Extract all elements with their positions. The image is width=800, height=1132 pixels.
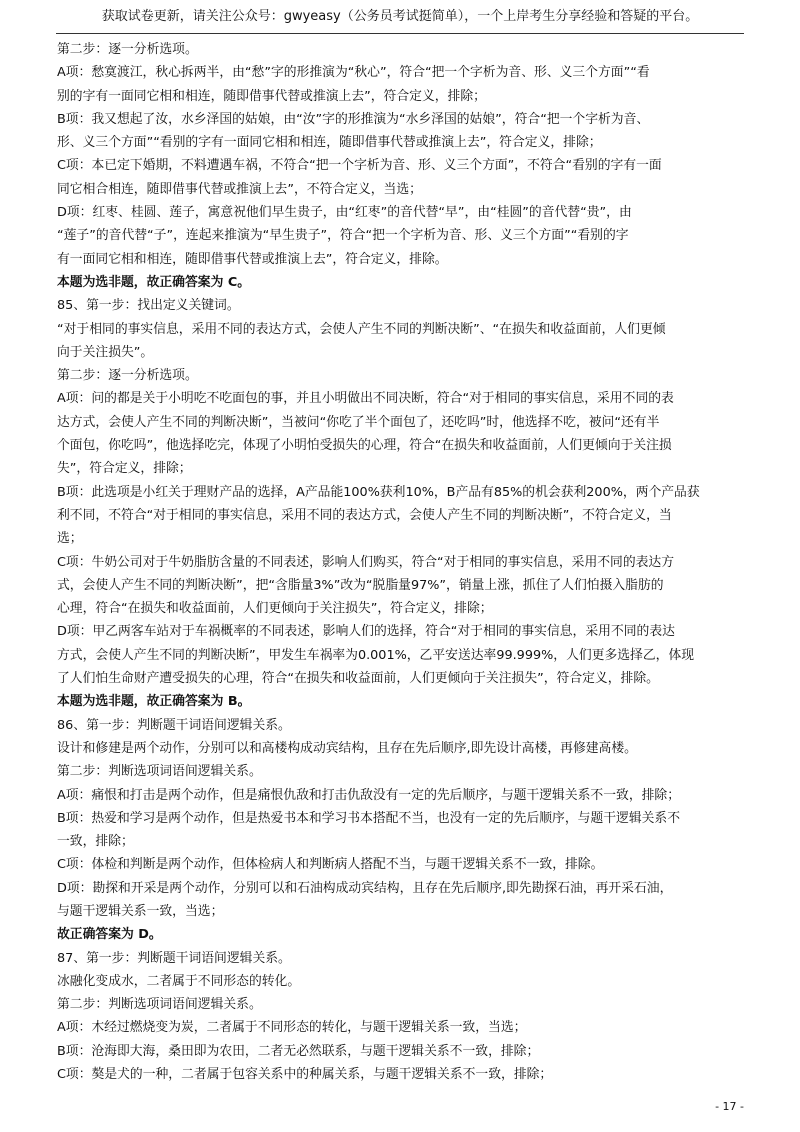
text-line: 心理，符合“在损失和收益面前，人们更倾向于关注损失”，符合定义，排除； xyxy=(57,601,493,617)
text-line: 一致，排除； xyxy=(57,834,134,850)
text-line: 有一面同它相和相连，随即借事代替或推演上去”，符合定义，排除。 xyxy=(57,251,448,267)
text-line: 失”，符合定义，排除； xyxy=(57,461,192,477)
page-number: - 17 - xyxy=(715,1100,744,1113)
page-header xyxy=(0,0,800,34)
text-line: A项：痛恨和打击是两个动作，但是痛恨仇敌和打击仇敌没有一定的先后顺序，与题干逻辑关系不一致，排除； xyxy=(57,787,681,803)
text-line: 选； xyxy=(57,531,83,547)
page-footer xyxy=(0,1100,744,1113)
text-line: 形、义三个方面”“看别的字有一面同它相和相连，随即借事代替或推演上去”，符合定义，排除； xyxy=(57,135,602,151)
text-line: 个面包，你吃吗”，他选择吃完，体现了小明怕受损失的心理，符合“在损失和收益面前，人们更倾向于关注损 xyxy=(57,438,672,454)
text-line: 86、第一步：判断题干词语间逻辑关系。 xyxy=(57,717,291,733)
text-line: 式，会使人产生不同的判断决断”，把“含脂量3%”改为“脱脂量97%”，销量上涨，抓住了人们怕摄入脂肪的 xyxy=(57,577,664,593)
text-line: 方式，会使人产生不同的判断决断”，甲发生车祸率为0.001%，乙平安送达率99.999%，人们更多选择乙，体现 xyxy=(57,647,695,663)
text-line: “莲子”的音代替“子”，连起来推演为“早生贵子”，符合“把一个字析为音、形、义三个方面”“看别的字 xyxy=(57,228,629,244)
text-line: C项：牛奶公司对于牛奶脂肪含量的不同表述，影响人们购买，符合“对于相同的事实信息，采用不同的表达方 xyxy=(57,554,675,570)
text-line: 了人们怕生命财产遭受损失的心理，符合“在损失和收益面前，人们更倾向于关注损失”，符合定义，排除。 xyxy=(57,671,659,687)
answer-line: 本题为选非题，故正确答案为 C。 xyxy=(57,274,251,290)
text-line: 第二步：判断选项词语间逻辑关系。 xyxy=(57,764,262,780)
text-line: A项：木经过燃烧变为炭，二者属于不同形态的转化，与题干逻辑关系一致，当选； xyxy=(57,1020,527,1036)
answer-line: 本题为选非题，故正确答案为 B。 xyxy=(57,694,251,710)
text-line: B项：沧海即大海，桑田即为农田，二者无必然联系，与题干逻辑关系不一致，排除； xyxy=(57,1043,540,1059)
text-line: C项：本已定下婚期，不料遭遇车祸，不符合“把一个字析为音、形、义三个方面”，不符合“看别的字有一面 xyxy=(57,158,662,174)
text-line: 第二步：判断选项词语间逻辑关系。 xyxy=(57,997,262,1013)
text-line: D项：勘探和开采是两个动作，分别可以和石油构成动宾结构，且存在先后顺序,即先勘探石油，再开采石油， xyxy=(57,880,673,896)
text-line: B项：热爱和学习是两个动作，但是热爱书本和学习书本搭配不当，也没有一定的先后顺序，与题干逻辑关系不 xyxy=(57,810,681,826)
text-line: 设计和修建是两个动作，分别可以和高楼构成动宾结构，且存在先后顺序,即先设计高楼，再修建高楼。 xyxy=(57,740,637,756)
text-line: B项：此选项是小红关于理财产品的选择，A产品能100%获利10%，B产品有85%的机会获利200%，两个产品获 xyxy=(57,484,700,500)
text-line: 第二步：逐一分析选项。 xyxy=(57,42,198,57)
text-line: A项：问的都是关于小明吃不吃面包的事，并且小明做出不同决断，符合“对于相同的事实信息，采用不同的表 xyxy=(57,391,674,407)
text-line: 达方式，会使人产生不同的判断决断”，当被问“你吃了半个面包了，还吃吗”时，他选择不吃，被问“还有半 xyxy=(57,414,660,430)
text-line: C项：体检和判断是两个动作，但体检病人和判断病人搭配不当，与题干逻辑关系不一致，排除。 xyxy=(57,857,604,873)
text-line: B项：我又想起了汝，水乡泽国的姑娘，由“汝”字的形推演为“水乡泽国的姑娘”，符合“把一个字析为音、 xyxy=(57,111,650,127)
header-notice: 获取试卷更新，请关注公众号：gwyeasy（公务员考试挺简单），一个上岸考生分享经验和答疑的平台。 xyxy=(101,9,699,24)
text-line: 利不同，不符合“对于相同的事实信息，采用不同的表达方式，会使人产生不同的判断决断”，不符合定义，当 xyxy=(57,507,672,523)
text-line: A项：愁寞渡江，秋心拆两半，由“愁”字的形推演为“秋心”，符合“把一个字析为音、形、义三个方面”“看 xyxy=(57,65,650,81)
text-line: 向于关注损失”。 xyxy=(57,344,154,360)
text-line: 第二步：逐一分析选项。 xyxy=(57,368,198,384)
text-line: D项：红枣、桂圆、莲子，寓意祝他们早生贵子，由“红枣”的音代替“早”，由“桂圆”的音代替“贵”，由 xyxy=(57,205,632,221)
text-line: 别的字有一面同它相和相连，随即借事代替或推演上去”，符合定义，排除； xyxy=(57,88,486,104)
text-line: 冰融化变成水，二者属于不同形态的转化。 xyxy=(57,973,301,989)
text-line: C项：獒是犬的一种，二者属于包容关系中的种属关系，与题干逻辑关系不一致，排除； xyxy=(57,1067,553,1083)
answer-line: 故正确答案为 D。 xyxy=(57,927,162,943)
text-line: 87、第一步：判断题干词语间逻辑关系。 xyxy=(57,950,291,966)
document-body xyxy=(57,38,747,1086)
text-line: “对于相同的事实信息，采用不同的表达方式，会使人产生不同的判断决断”、“在损失和收益面前，人们更倾 xyxy=(57,321,666,337)
header-divider xyxy=(56,33,744,34)
text-line: 85、第一步：找出定义关键词。 xyxy=(57,298,240,314)
text-line: 与题干逻辑关系一致，当选； xyxy=(57,903,224,919)
text-line: D项：甲乙两客车站对于车祸概率的不同表述，影响人们的选择，符合“对于相同的事实信息，采用不同的表达 xyxy=(57,624,675,640)
text-line: 同它相合相连，随即借事代替或推演上去”，不符合定义，当选； xyxy=(57,181,422,197)
